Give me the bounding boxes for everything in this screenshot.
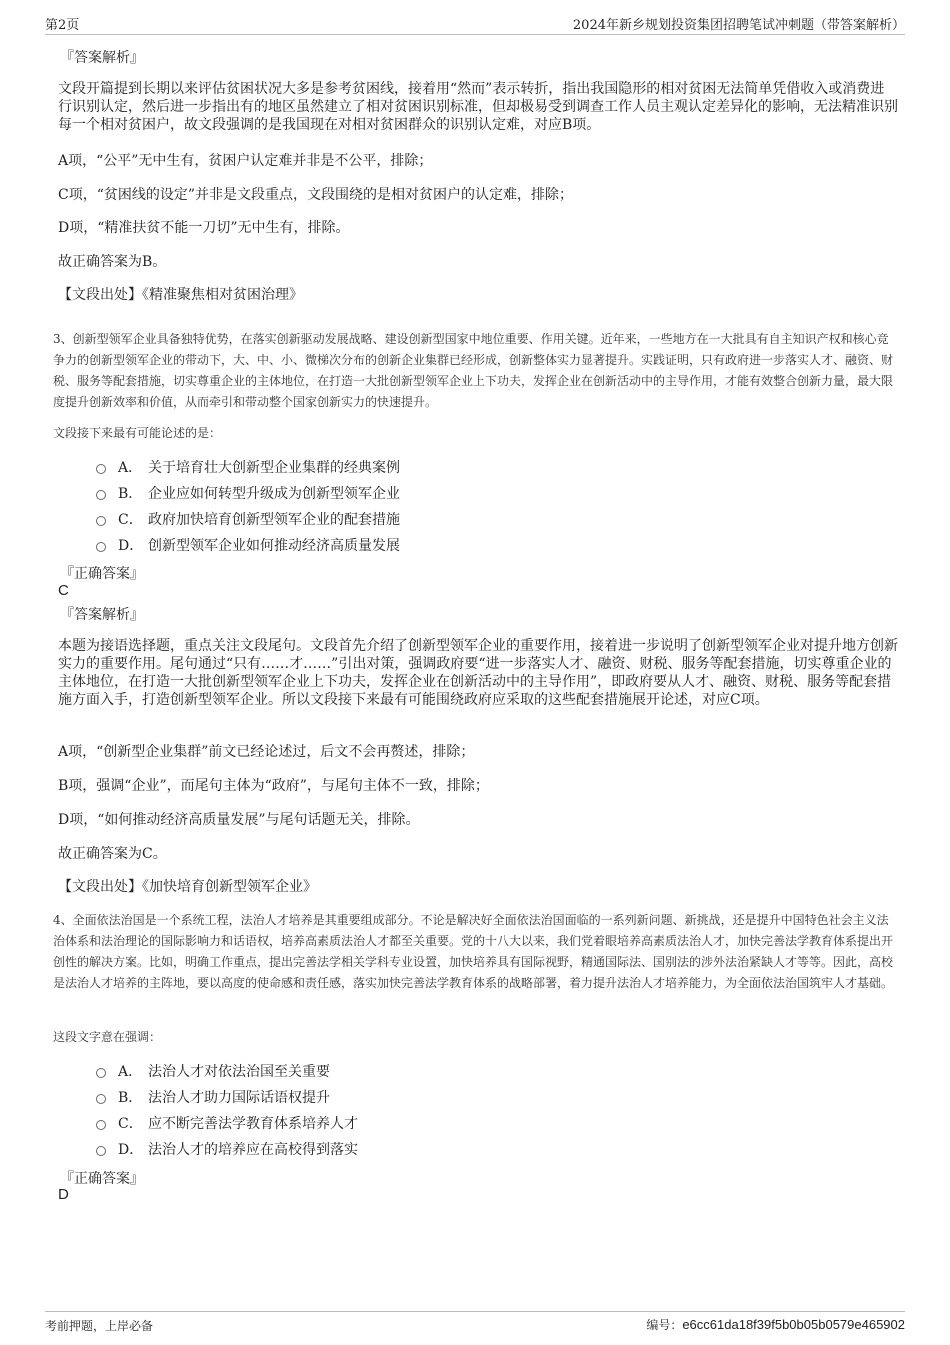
correct-answer-statement: 故正确答案为C。 [58,846,167,862]
source-citation: 【文段出处】《加快培育创新型领军企业》 [58,879,317,895]
question-3-stem: 3、创新型领军企业具备独特优势，在落实创新驱动发展战略、建设创新型国家中地位重要、作用关键。近年来，一些地方在一大批具有自主知识产权和核心竞争力的创新型领军企业的带动下，大、中、小、微梯次分布的创新企业集群已经形成，创新整体实力显著提升。实践证明，只有政府进一步落实人才、融资、财税、服务等配套措施，切实尊重企业的主体地位，在打造一大批创新型领军企业上下功夫，发挥企业在创新活动中的主导作用，才能有效整合创新力量，最大限度提升创新效率和价值，从而牵引和带动整个国家创新实力的快速提升。 [53,332,894,409]
document-code-label: 编号： [646,1318,683,1332]
option-text: 法治人才对依法治国至关重要 [148,1064,330,1080]
option-letter: D． [118,538,144,554]
question-4-option-d[interactable] [96,1138,358,1160]
option-letter: B． [118,1090,143,1106]
analysis-note: D项，“如何推动经济高质量发展”与尾句话题无关，排除。 [58,812,420,828]
option-letter: C． [118,512,143,528]
radio-icon[interactable] [96,1068,106,1078]
option-letter: C． [118,1116,143,1132]
question-3-prompt: 文段接下来最有可能论述的是： [53,426,222,440]
document-code-value: e6cc61da18f39f5b0b05b0579e465902 [682,1317,905,1332]
option-text: 企业应如何转型升级成为创新型领军企业 [148,486,400,502]
analysis-note: A项，“公平”无中生有，贫困户认定难并非是不公平，排除； [58,153,433,169]
question-3-option-c[interactable] [96,508,400,530]
analysis-label: 『答案解析』 [60,50,144,66]
option-letter: B． [118,486,143,502]
question-4-option-b[interactable] [96,1086,330,1108]
analysis-note: B项，强调“企业”，而尾句主体为“政府”，与尾句主体不一致，排除； [58,778,489,794]
correct-answer-label: 『正确答案』 [60,566,144,582]
footer-slogan: 考前押题，上岸必备 [45,1319,154,1333]
analysis-note: A项，“创新型企业集群”前文已经论述过，后文不会再赘述，排除； [58,744,475,760]
page-footer [45,1311,905,1336]
radio-icon[interactable] [96,516,106,526]
correct-answer-statement: 故正确答案为B。 [58,254,167,270]
question-4-stem: 4、全面依法治国是一个系统工程，法治人才培养是其重要组成部分。不论是解决好全面依法治国面临的一系列新问题、新挑战，还是提升中国特色社会主义法治体系和法治理论的国际影响力和话语权，培养高素质法治人才都至关重要。党的十八大以来，我们党着眼培养高素质法治人才，加快完善法学教育体系提出开创性的解决方案。比如，明确工作重点，提出完善法学相关学科专业设置，加快培养具有国际视野，精通国际法、国别法的涉外法治紧缺人才等等。因此，高校是法治人才培养的主阵地，要以高度的使命感和责任感，落实加快完善法学教育体系的战略部署，着力提升法治人才培养能力，为全面依法治国筑牢人才基础。 [53,913,894,990]
document-title: 2024年新乡规划投资集团招聘笔试冲刺题（带答案解析） [572,18,905,33]
analysis-text: 文段开篇提到长期以来评估贫困状况大多是参考贫困线，接着用“然而”表示转折，指出我国隐形的相对贫困无法简单凭借收入或消费进行识别认定，然后进一步指出有的地区虽然建立了相对贫困识别标准，但却极易受到调查工作人员主观认定差异化的影响，无法精准识别每一个相对贫困户，故文段强调的是我国现在对相对贫困群众的识别认定难，对应B项。 [58,81,898,133]
question-4-prompt: 这段文字意在强调： [53,1030,162,1044]
radio-icon[interactable] [96,1120,106,1130]
question-3-option-a[interactable] [96,456,400,478]
question-3-option-b[interactable] [96,482,400,504]
option-text: 关于培育壮大创新型企业集群的经典案例 [148,460,400,476]
question-3-option-d[interactable] [96,534,400,556]
option-text: 法治人才助力国际话语权提升 [148,1090,330,1106]
analysis-note: D项，“精准扶贫不能一刀切”无中生有，排除。 [58,220,350,236]
analysis-label: 『答案解析』 [60,607,144,623]
option-letter: A． [118,1064,143,1080]
radio-icon[interactable] [96,542,106,552]
radio-icon[interactable] [96,1146,106,1156]
radio-icon[interactable] [96,490,106,500]
radio-icon[interactable] [96,1094,106,1104]
question-4-option-a[interactable] [96,1060,330,1082]
correct-answer: D [58,1186,69,1203]
analysis-note: C项，“贫困线的设定”并非是文段重点，文段围绕的是相对贫困户的认定难，排除； [58,187,574,203]
question-4-option-c[interactable] [96,1112,358,1134]
correct-answer-label: 『正确答案』 [60,1171,144,1187]
page-number: 第2页 [45,18,80,33]
source-citation: 【文段出处】《精准聚焦相对贫困治理》 [58,287,303,303]
option-letter: A． [118,460,143,476]
correct-answer: C [58,582,69,599]
option-letter: D． [118,1142,144,1158]
option-text: 应不断完善法学教育体系培养人才 [148,1116,358,1132]
document-code [646,1316,905,1333]
page-header [45,12,905,35]
option-text: 政府加快培育创新型领军企业的配套措施 [148,512,400,528]
radio-icon[interactable] [96,464,106,474]
option-text: 创新型领军企业如何推动经济高质量发展 [148,538,400,554]
option-text: 法治人才的培养应在高校得到落实 [148,1142,358,1158]
analysis-text: 本题为接语选择题，重点关注文段尾句。文段首先介绍了创新型领军企业的重要作用，接着进一步说明了创新型领军企业对提升地方创新实力的重要作用。尾句通过“只有……才……”引出对策，强调政府要“进一步落实人才、融资、财税、服务等配套措施，切实尊重企业的主体地位，在打造一大批创新型领军企业上下功夫，发挥企业在创新活动中的主导作用”，即政府要从人才、融资、财税、服务等配套措施方面入手，打造创新型领军企业。所以文段接下来最有可能围绕政府应采取的这些配套措施展开论述，对应C项。 [58,638,898,708]
